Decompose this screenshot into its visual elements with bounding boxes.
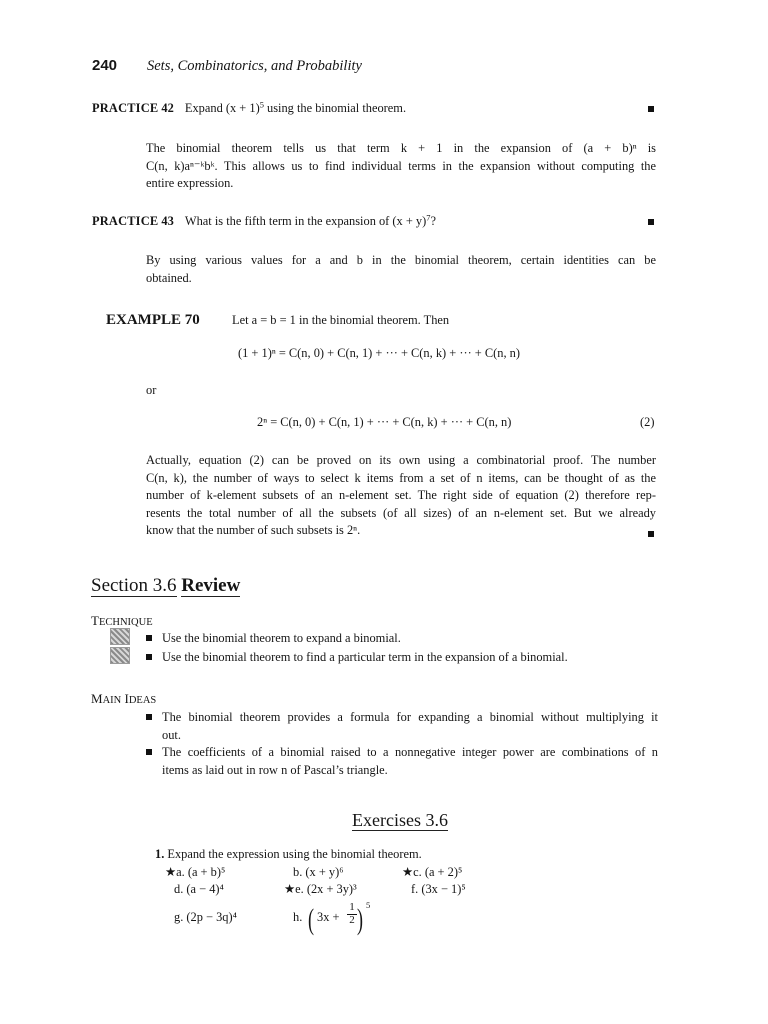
or-text: or bbox=[146, 383, 157, 397]
square-end-of-proof-icon bbox=[648, 531, 654, 537]
exercise-part: ★a. (a + b)⁵ bbox=[165, 865, 226, 879]
proof-paragraph bbox=[146, 452, 656, 540]
exercise-part: d. (a − 4)⁴ bbox=[174, 882, 224, 896]
example-heading: EXAMPLE 70 bbox=[106, 312, 200, 328]
paragraph-line: entire expression. bbox=[146, 176, 234, 191]
equation-number: (2) bbox=[640, 415, 655, 429]
exercises-title: Exercises 3.6 bbox=[352, 810, 448, 830]
exercise-part: b. (x + y)⁶ bbox=[293, 865, 344, 879]
main-idea-item: The binomial theorem provides a formula for expanding a binomial without multiplying it out. bbox=[146, 709, 658, 744]
exercise-part: ★c. (a + 2)⁵ bbox=[402, 865, 463, 879]
paragraph-line: resents the total number of all the subsets (of all sizes) of an n-element set. But we already bbox=[146, 505, 656, 520]
practice-label: PRACTICE bbox=[92, 214, 159, 228]
identities-paragraph bbox=[146, 252, 656, 287]
practice-42 bbox=[92, 100, 406, 118]
section-title bbox=[91, 573, 240, 600]
example-intro: Let a = b = 1 in the binomial theorem. Then bbox=[232, 313, 450, 327]
exercise-part: f. (3x − 1)⁵ bbox=[411, 882, 466, 896]
practice-text: What is the fifth term in the expansion of $(x + y)^7$? bbox=[184, 212, 436, 228]
practice-number: 42 bbox=[161, 101, 174, 115]
checkered-margin-icon bbox=[110, 628, 130, 645]
paragraph-line: C(n, k)aⁿ⁻ᵏbᵏ. This allows us to find individual terms in the expansion without computing the bbox=[146, 158, 656, 173]
practice-number: 43 bbox=[161, 214, 174, 228]
paragraph-line: obtained. bbox=[146, 270, 192, 285]
paragraph-line: C(n, k), the number of ways to select k items from a set of n items, can be thought of as the bbox=[146, 470, 656, 485]
section-number: Section 3.6 bbox=[91, 575, 177, 596]
practice-label: PRACTICE bbox=[92, 101, 159, 115]
square-end-of-proof-icon bbox=[648, 106, 654, 112]
practice-text: Expand $(x + 1)^5$ using the binomial theorem. bbox=[184, 99, 407, 115]
main-idea-item: The coefficients of a binomial raised to a nonnegative integer power are combinations of n items as laid out in row n of Pascal’s triangle. bbox=[146, 744, 658, 779]
section-review-label: Review bbox=[181, 575, 241, 596]
equation-2: 2ⁿ = C(n, 0) + C(n, 1) + ··· + C(n, k) + ··· + C(n, n) bbox=[257, 415, 512, 429]
paragraph-line: Actually, equation (2) can be proved on its own using a combinatorial proof. The number bbox=[146, 453, 656, 467]
paragraph-line: The binomial theorem tells us that term k + 1 in the expansion of (a + b)ⁿ is bbox=[146, 141, 656, 155]
paragraph-line: number of k-element subsets of an n-element set. The right side of equation (2) therefore rep- bbox=[146, 488, 656, 503]
equation-1: (1 + 1)ⁿ = C(n, 0) + C(n, 1) + ··· + C(n, k) + ··· + C(n, n) bbox=[238, 346, 520, 360]
running-title: Sets, Combinatorics, and Probability bbox=[147, 58, 362, 74]
paragraph-line: By using various values for a and b in the binomial theorem, certain identities can be bbox=[146, 253, 656, 267]
exercise-part: h. ( 3x + $\frac{1}{2}$ ) 5 bbox=[293, 900, 371, 936]
technique-item: Use the binomial theorem to find a particular term in the expansion of a binomial. bbox=[146, 649, 568, 667]
checkered-margin-icon bbox=[110, 647, 130, 664]
technique-item: Use the binomial theorem to expand a binomial. bbox=[146, 630, 401, 648]
binomial-term-paragraph bbox=[146, 140, 656, 193]
square-bullet-icon bbox=[146, 654, 152, 660]
page-number: 240 bbox=[92, 57, 118, 74]
exercise-part: ★e. (2x + 3y)³ bbox=[284, 882, 357, 896]
square-bullet-icon bbox=[146, 714, 152, 720]
square-bullet-icon bbox=[146, 749, 152, 755]
main-ideas-heading: MAIN IDEAS bbox=[91, 691, 157, 706]
exercise-1-prompt: 1. Expand the expression using the binomial theorem. bbox=[155, 847, 422, 861]
square-bullet-icon bbox=[146, 635, 152, 641]
exercise-part: g. (2p − 3q)⁴ bbox=[174, 910, 237, 924]
technique-heading: TECHNIQUE bbox=[91, 613, 153, 628]
square-end-of-proof-icon bbox=[648, 219, 654, 225]
paragraph-line: know that the number of such subsets is 2ⁿ. bbox=[146, 523, 361, 538]
practice-43 bbox=[92, 213, 436, 231]
